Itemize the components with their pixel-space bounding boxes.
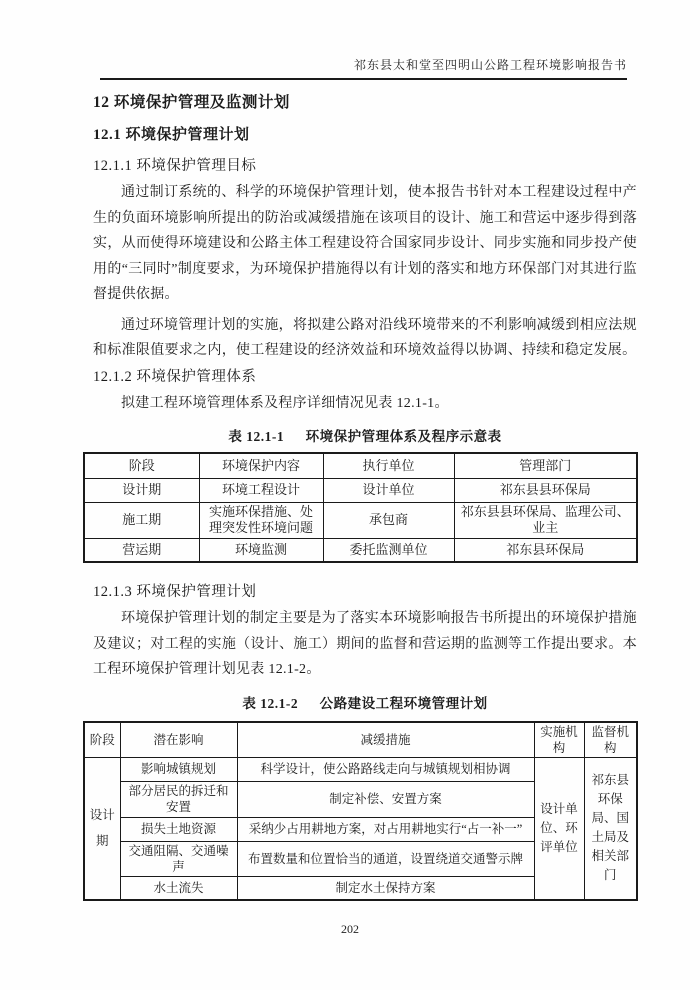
table2-impact-cell: 影响城镇规划 xyxy=(120,757,237,781)
table2-impact-cell: 交通阻隔、交通噪声 xyxy=(120,841,237,876)
table1-cell: 设计期 xyxy=(84,478,199,502)
paragraph-management-goal-1: 通过制订系统的、科学的环境保护管理计划，使本报告书针对本工程建设过程中产生的负面环境影响所提出的防治或减缓措施在该项目的设计、施工和营运中逐步得到落实，从而使得环境建设和公路主体工程建设符合国家同步设计、同步实施和同步投产使用的“三同时”制度要求，为环境保护措施得以有计划的落实和地方环保部门对其进行监督提供依据。 xyxy=(93,185,637,302)
table2-impact-cell: 水土流失 xyxy=(120,876,237,900)
table1-cell: 环境监测 xyxy=(199,538,323,562)
table-row xyxy=(84,478,637,502)
section-heading-12: 12 环境保护管理及监测计划 xyxy=(93,94,290,111)
table2-impact-cell: 部分居民的拆迁和安置 xyxy=(120,781,237,817)
table2-implementing-org-cell: 设计单位、环评单位 xyxy=(534,757,584,900)
table2-mitigation-cell: 制定水土保持方案 xyxy=(237,876,534,900)
table2-header-supervising-org: 监督机构 xyxy=(584,722,637,758)
section-heading-12-1-3: 12.1.3 环境保护管理计划 xyxy=(93,584,257,600)
table1-cell: 祁东县县环保局 xyxy=(454,478,637,502)
section-heading-12-1: 12.1 环境保护管理计划 xyxy=(93,127,250,143)
table1-cell: 实施环保措施、处理突发性环境问题 xyxy=(199,502,323,538)
table1-cell: 设计单位 xyxy=(323,478,454,502)
table2-header-implementing-org: 实施机构 xyxy=(534,722,584,758)
table1-header-executor: 执行单位 xyxy=(323,453,454,478)
section-heading-12-1-2: 12.1.2 环境保护管理体系 xyxy=(93,368,257,385)
table1-caption-title: 环境保护管理体系及程序示意表 xyxy=(305,429,502,444)
table2-supervising-org-cell: 祁东县环保局、国土局及相关部门 xyxy=(584,757,637,900)
table2-mitigation-cell: 布置数量和位置恰当的通道，设置绕道交通警示牌 xyxy=(237,841,534,876)
table1-cell: 施工期 xyxy=(84,502,199,538)
table2-header-mitigation: 减缓措施 xyxy=(237,722,534,758)
table-row xyxy=(84,757,637,781)
table1-cell: 营运期 xyxy=(84,538,199,562)
paragraph-plan-intro: 环境保护管理计划的制定主要是为了落实本环境影响报告书所提出的环境保护措施及建议；对工程的实施（设计、施工）期间的监督和营运期的监测等工作提出要求。本工程环境保护管理计划见表 12.1-2。 xyxy=(93,611,637,677)
table1-cell: 祁东县县环保局、监理公司、业主 xyxy=(454,502,637,538)
table2-caption xyxy=(93,695,637,713)
table2-mitigation-cell: 科学设计，使公路路线走向与城镇规划相协调 xyxy=(237,757,534,781)
table-12-1-1 xyxy=(83,452,638,563)
table2-impact-cell: 损失土地资源 xyxy=(120,817,237,841)
table2-header-stage: 阶段 xyxy=(84,722,120,758)
running-header: 祁东县太和堂至四明山公路工程环境影响报告书 xyxy=(100,58,627,80)
table1-cell: 祁东县环保局 xyxy=(454,538,637,562)
table-row xyxy=(84,502,637,538)
section-heading-12-1-1: 12.1.1 环境保护管理目标 xyxy=(93,158,257,174)
table2-mitigation-cell: 制定补偿、安置方案 xyxy=(237,781,534,817)
table2-header-impact: 潜在影响 xyxy=(120,722,237,758)
table2-caption-label: 表 12.1-2 xyxy=(242,695,299,711)
table1-cell: 委托监测单位 xyxy=(323,538,454,562)
table1-caption-label: 表 12.1-1 xyxy=(228,429,285,444)
table1-header-stage: 阶段 xyxy=(84,453,199,478)
table1-header-content: 环境保护内容 xyxy=(199,453,323,478)
table-12-1-2 xyxy=(83,721,638,902)
table-header-row xyxy=(84,722,637,758)
page-number: 202 xyxy=(341,922,359,936)
table-row xyxy=(84,538,637,562)
page-content xyxy=(0,93,700,901)
table2-caption-title: 公路建设工程环境管理计划 xyxy=(319,695,488,711)
table2-stage-cell: 设计期 xyxy=(84,757,120,900)
table-header-row xyxy=(84,453,637,478)
table1-cell: 承包商 xyxy=(323,502,454,538)
table1-caption xyxy=(93,428,637,446)
paragraph-system-intro: 拟建工程环境管理体系及程序详细情况见表 12.1-1。 xyxy=(121,395,449,411)
table1-cell: 环境工程设计 xyxy=(199,478,323,502)
paragraph-management-goal-2: 通过环境管理计划的实施，将拟建公路对沿线环境带来的不利影响减缓到相应法规和标准限值要求之内，使工程建设的经济效益和环境效益得以协调、持续和稳定发展。 xyxy=(93,317,637,358)
table1-header-department: 管理部门 xyxy=(454,453,637,478)
table2-mitigation-cell: 采纳少占用耕地方案，对占用耕地实行“占一补一” xyxy=(237,817,534,841)
